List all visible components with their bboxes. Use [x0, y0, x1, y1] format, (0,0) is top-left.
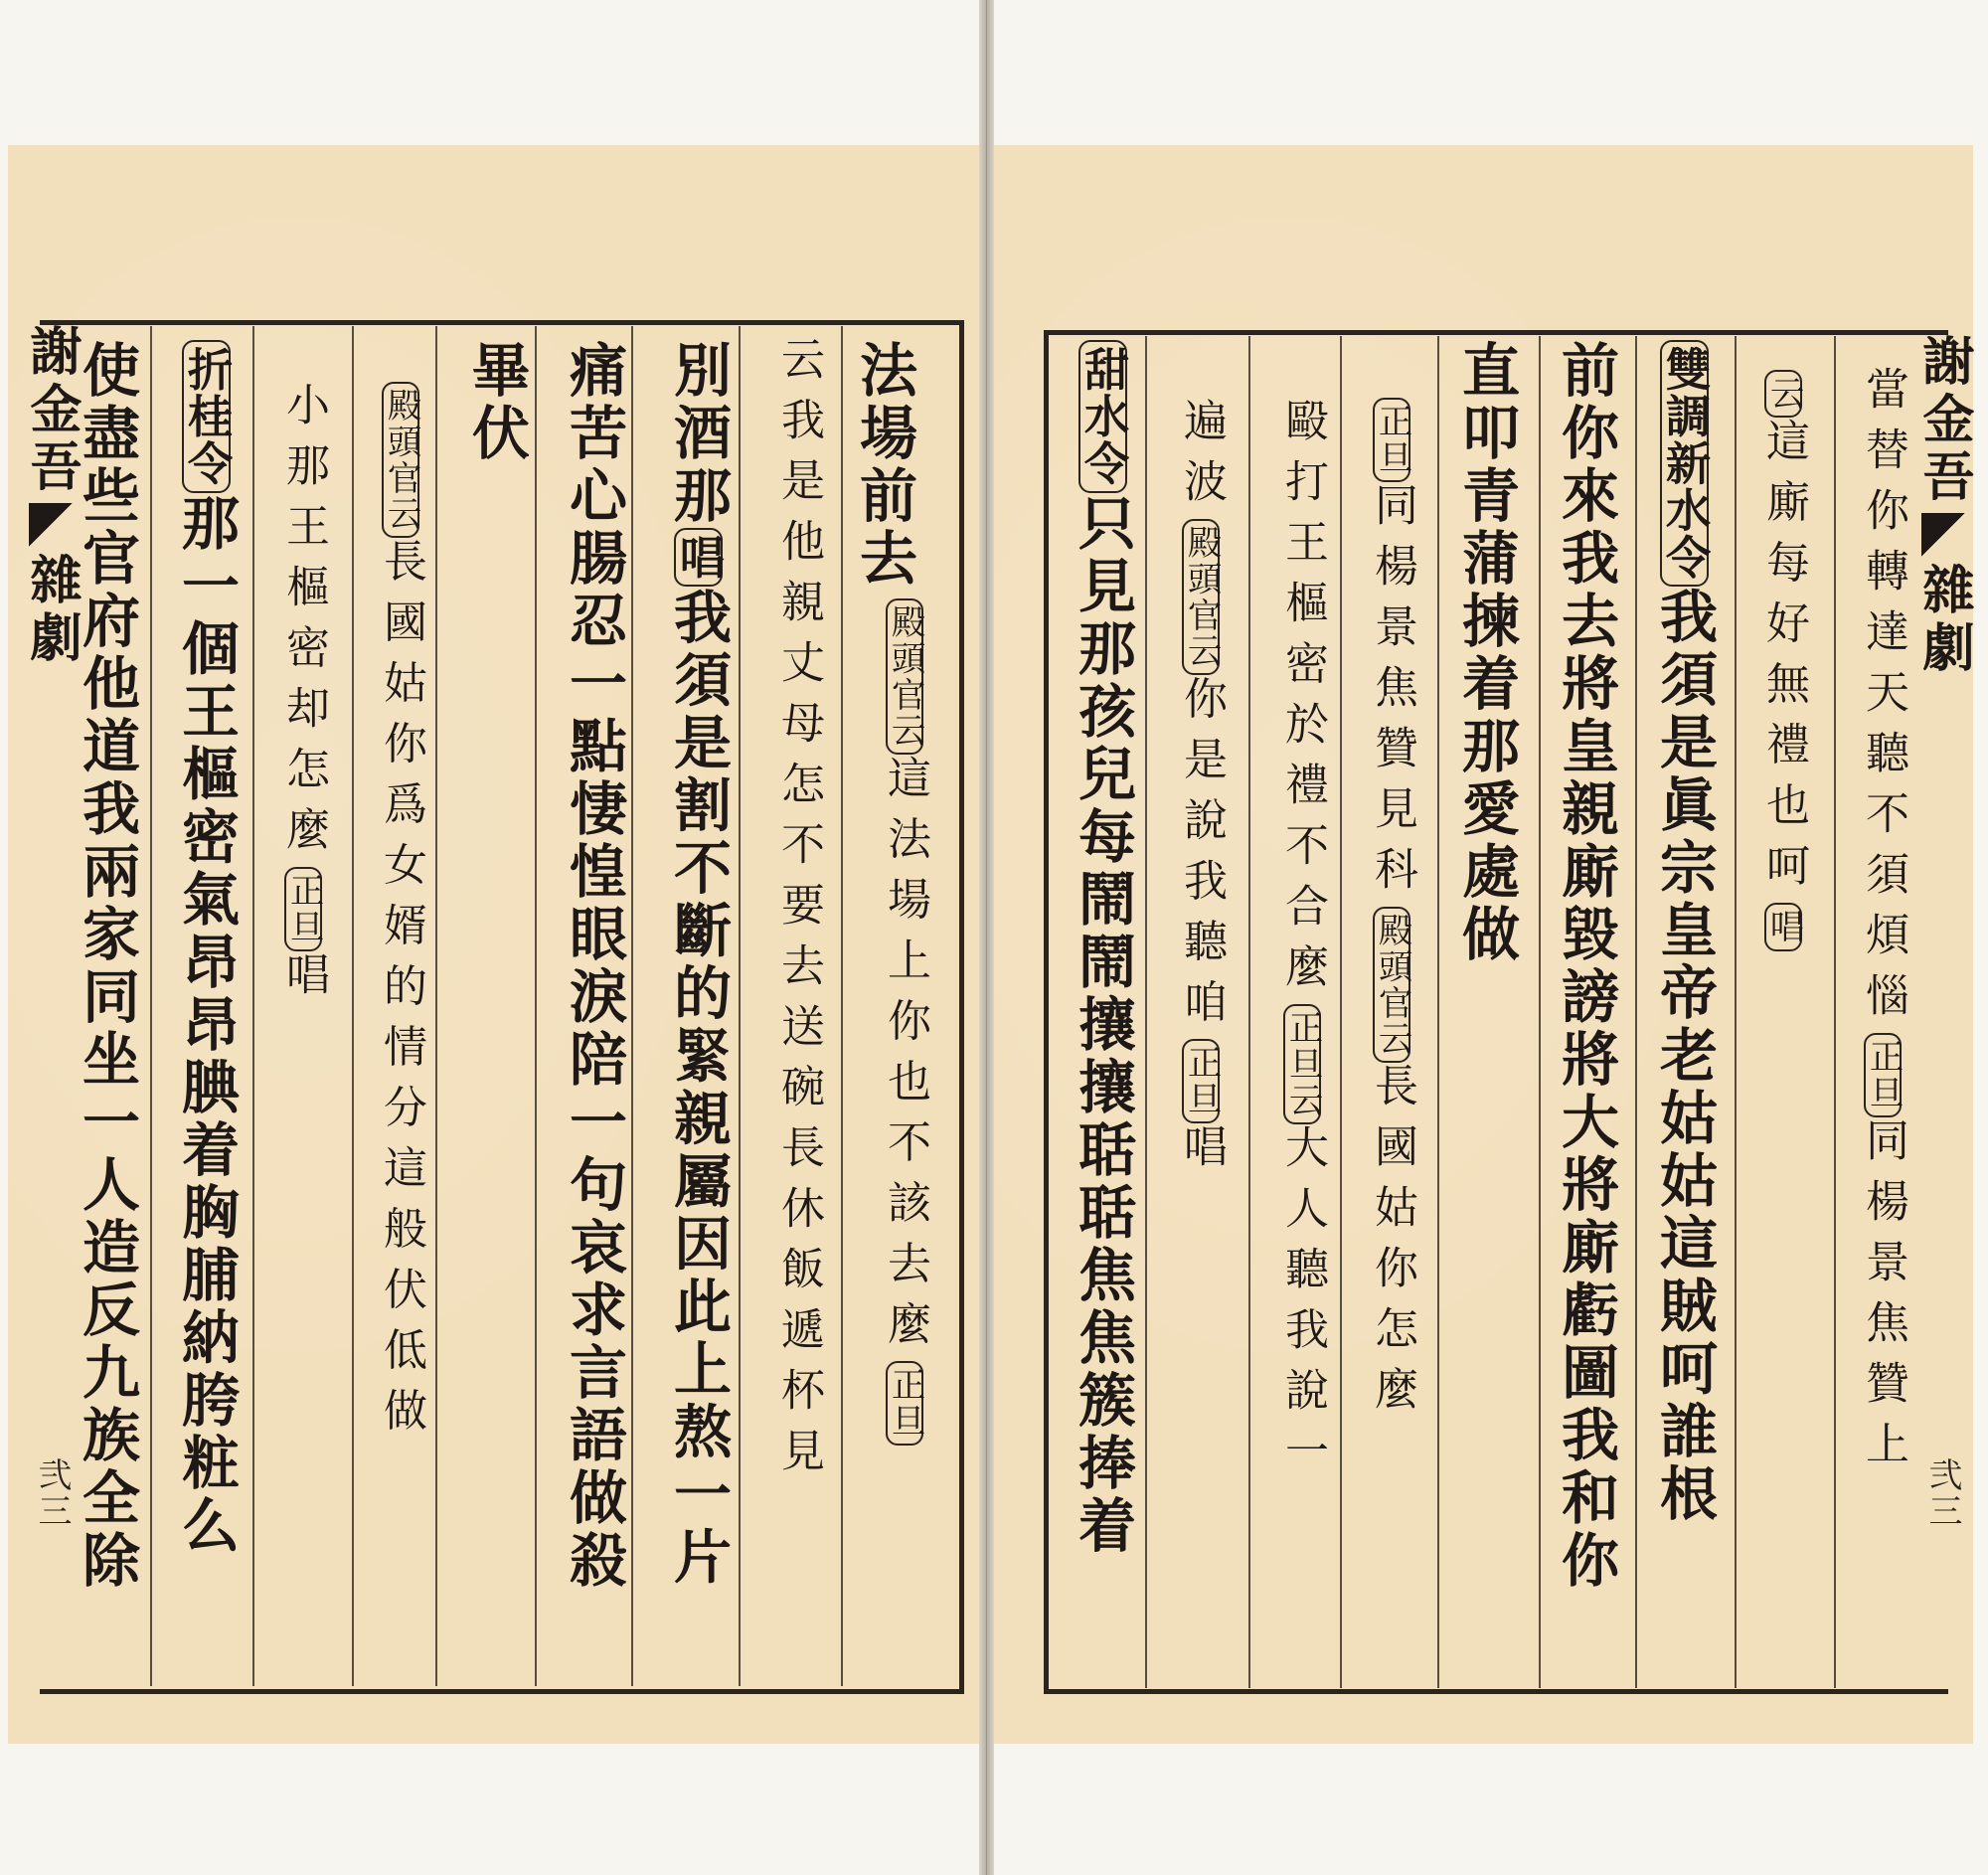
column-text: 別酒那 — [664, 340, 732, 528]
column-text: 唱 — [278, 950, 329, 1012]
text-column-3 — [664, 340, 732, 1590]
sing-tag: 唱 — [1764, 903, 1802, 950]
column-rule — [1539, 336, 1541, 1688]
text-column-9 — [1069, 340, 1136, 1558]
left-page — [0, 0, 979, 1875]
speaker-tag: 正旦云 — [1283, 1004, 1321, 1124]
right-folio: 弐三 — [1922, 1457, 1962, 1529]
speaker-tag: 殿頭官云 — [382, 382, 419, 538]
column-text: 小那王樞密却怎麼 — [278, 382, 329, 867]
text-column-1 — [1858, 366, 1908, 1481]
speaker-tag: 正旦 — [1864, 1033, 1902, 1117]
column-text: 云我是他親丈母怎不要去送碗長休飯遞 — [773, 336, 824, 1367]
column-text: 同楊景焦贊見科 — [1367, 481, 1417, 907]
speaker-tag: 殿頭官云 — [1373, 907, 1410, 1063]
column-text: 長國姑你爲女婿的情分這般伏低做 — [376, 538, 426, 1449]
margin-title-text: 謝金吾 — [21, 324, 82, 497]
column-text: 唱 — [1176, 1122, 1227, 1184]
column-rule — [739, 326, 741, 1686]
speaker-tag: 正旦 — [284, 867, 322, 951]
margin-section-text: 雜劇 — [1913, 563, 1974, 678]
column-text: 杯見 — [773, 1367, 824, 1488]
column-rule — [1635, 336, 1637, 1688]
column-rule — [1834, 336, 1836, 1688]
column-text: 你是說我聽咱 — [1176, 675, 1227, 1040]
tune-tag: 折桂令 — [182, 340, 231, 493]
text-column-6 — [376, 382, 426, 1449]
column-text: 我須是割不斷的緊親屬因此上熬一片 — [664, 587, 732, 1590]
tune-tag: 甜水令 — [1078, 340, 1127, 493]
speaker-tag: 殿頭官云 — [1182, 519, 1220, 675]
column-rule — [841, 326, 843, 1686]
text-column-4 — [560, 340, 627, 1593]
speaker-tag: 正旦 — [886, 1361, 923, 1446]
column-rule — [1248, 336, 1250, 1688]
text-column-3 — [1650, 340, 1718, 1527]
text-column-9 — [73, 340, 140, 1593]
column-text: 毆打王樞密於禮不合麼 — [1277, 398, 1328, 1004]
text-column-2 — [773, 336, 824, 1488]
right-margin-title — [1906, 334, 1981, 678]
column-text: 痛苦心腸忍一點悽惶眼淚陪一句哀求言語做殺 — [560, 340, 627, 1593]
fish-tail-icon — [29, 503, 73, 547]
speaker-tag: 正旦 — [1182, 1039, 1220, 1123]
text-column-4 — [1552, 340, 1619, 1593]
left-folio: 弐三 — [32, 1457, 72, 1529]
column-rule — [1145, 336, 1147, 1688]
text-column-2 — [1758, 370, 1809, 951]
column-rule — [1437, 336, 1439, 1688]
column-text: 我須是眞宗皇帝老姑姑這賊呵誰根 — [1650, 587, 1718, 1527]
text-column-8 — [172, 340, 240, 1558]
column-rule — [631, 326, 633, 1686]
column-rule — [1735, 336, 1737, 1688]
sing-tag: 唱 — [674, 528, 723, 587]
column-text: 前你來我去將皇親廝毀謗將大將廝虧圖我和你 — [1552, 340, 1619, 1593]
column-text: 大人聽我說一 — [1277, 1123, 1328, 1488]
text-column-8 — [1176, 398, 1227, 1184]
text-column-7 — [1277, 398, 1328, 1488]
column-rule — [435, 326, 437, 1686]
column-text: 法場前去 — [850, 340, 917, 591]
text-column-1-annotation — [880, 598, 930, 1446]
right-page — [994, 0, 1988, 1875]
column-rule — [252, 326, 254, 1686]
column-rule — [352, 326, 354, 1686]
right-paper — [994, 145, 1973, 1744]
speaker-tag: 正旦 — [1373, 398, 1410, 482]
column-text: 這廝每好無禮也呵 — [1758, 418, 1809, 904]
column-text: 當替你轉達天聽不須煩惱 — [1858, 366, 1908, 1033]
column-rule — [150, 326, 152, 1686]
book-gutter — [979, 0, 994, 1875]
margin-section-text: 雜劇 — [21, 553, 82, 668]
left-paper — [8, 145, 979, 1744]
column-text: 同楊景焦贊上 — [1858, 1116, 1908, 1481]
speaker-tag: 殿頭官云 — [886, 598, 923, 755]
text-column-1 — [850, 340, 917, 591]
column-rule — [1340, 336, 1342, 1688]
text-column-5 — [1452, 340, 1520, 966]
column-text: 使盡些官府他道我兩家同坐一人造反九族全除 — [73, 340, 140, 1593]
margin-title-text: 謝金吾 — [1913, 334, 1974, 507]
column-rule — [535, 326, 537, 1686]
text-column-7 — [278, 382, 329, 1012]
text-column-6 — [1367, 398, 1417, 1427]
column-text: 只見那孩兒每鬧鬧攘攘聒聒焦焦簇捧着 — [1069, 492, 1136, 1558]
fish-tail-icon — [1921, 513, 1965, 557]
speaker-tag: 云 — [1764, 370, 1802, 418]
column-text: 畢伏 — [462, 340, 530, 465]
column-text: 長國姑你怎麼 — [1367, 1062, 1417, 1427]
column-text: 直叩青蒲揀着那愛處做 — [1452, 340, 1520, 966]
tune-tag: 雙調新水令 — [1660, 340, 1709, 587]
column-text: 那一個王樞密氣昂昂腆着胸脯納胯粧么 — [172, 492, 240, 1558]
column-text: 遍波 — [1176, 398, 1227, 519]
text-column-5 — [462, 340, 530, 465]
column-text: 這法場上你也不該去麼 — [880, 755, 930, 1362]
